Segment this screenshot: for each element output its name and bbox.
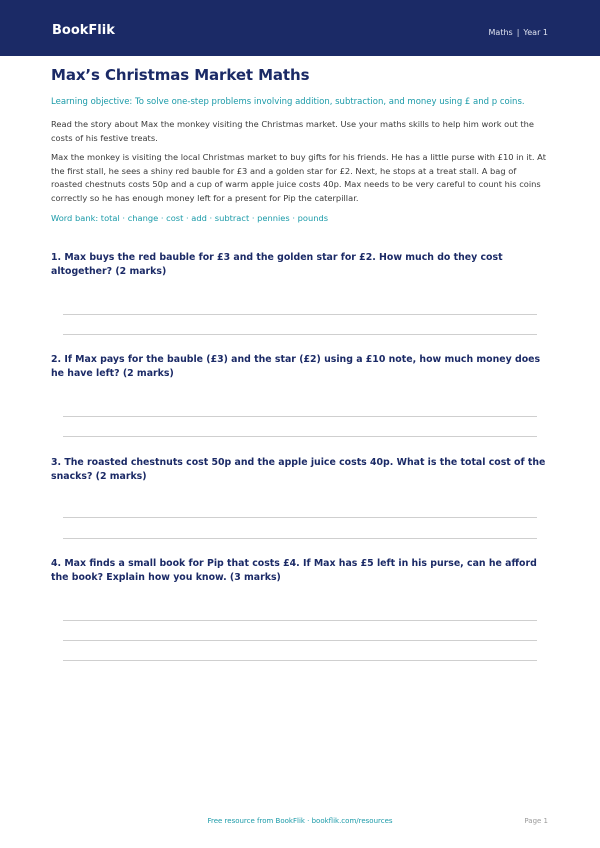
question-3: 3. The roasted chestnuts cost 50p and the apple juice costs 40p. What is the total cost of the snacks? (2 marks) — [51, 457, 546, 482]
subject-label: Maths — [488, 28, 513, 37]
question-4: 4. Max finds a small book for Pip that costs £4. If Max has £5 left in his purse, can he afford the book? Explain how you know. (3 marks) — [51, 558, 537, 583]
question-1: 1. Max buys the red bauble for £3 and the golden star for £2. How much do they cost altogether? (2 marks) — [51, 252, 503, 277]
answer-line[interactable] — [63, 517, 537, 518]
answer-line[interactable] — [63, 334, 537, 335]
learning-objective: Learning objective: To solve one-step problems involving addition, subtraction, and money using £ and p coins. — [51, 97, 525, 107]
footer-credit: Free resource from BookFlik · bookflik.com/resources — [207, 817, 393, 825]
worksheet-intro — [51, 66, 549, 223]
answer-line[interactable] — [63, 314, 537, 315]
header-separator: | — [516, 28, 520, 37]
answer-line[interactable] — [63, 436, 537, 437]
answer-line[interactable] — [63, 640, 537, 641]
word-bank: Word bank: total · change · cost · add · subtract · pennies · pounds — [51, 213, 329, 223]
year-label: Year 1 — [523, 28, 548, 37]
intro-paragraph: Read the story about Max the monkey visiting the Christmas market. Use your maths skills to help him work out the costs of his festive treats. — [51, 119, 535, 143]
brand-logo-text: BookFlik — [52, 23, 115, 38]
answer-line[interactable] — [63, 660, 537, 661]
page-title: Max’s Christmas Market Maths — [51, 66, 310, 84]
answer-line[interactable] — [63, 538, 537, 539]
story-paragraph: Max the monkey is visiting the local Christmas market to buy gifts for his friends. He has a little purse with £10 in it. At the first stall, he sees a shiny red bauble for £3 and a golden star for £2. Next, he stops at a treat stall. A bag of roasted chestnuts costs 50p and a cup of warm apple juice costs 40p. Max needs to be very careful to count his coins correctly so he has enough money left for a present for Pip the caterpillar. — [51, 152, 546, 203]
header-meta — [489, 28, 548, 37]
page-number: Page 1 — [524, 817, 548, 825]
answer-line[interactable] — [63, 416, 537, 417]
page-header — [0, 0, 600, 56]
answer-line[interactable] — [63, 620, 537, 621]
question-2: 2. If Max pays for the bauble (£3) and the star (£2) using a £10 note, how much money does he have left? (2 marks) — [51, 354, 541, 379]
